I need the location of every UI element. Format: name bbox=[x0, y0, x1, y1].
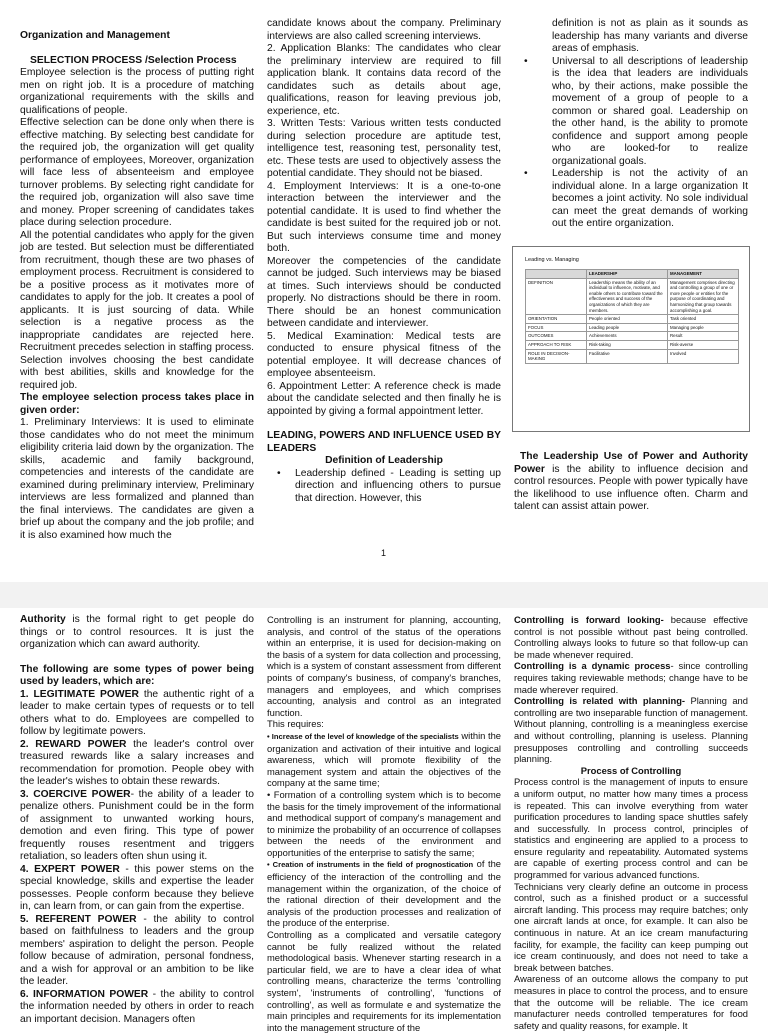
paragraph: Awareness of an outcome allows the company to put measures in place to control the process, and to ensure that the outcome will be reliable. The ice cream manufacturer needs controlled temperatures for food safety and quality reasons, for example. It bbox=[514, 973, 748, 1031]
table-row bbox=[526, 332, 739, 341]
process-heading: Process of Controlling bbox=[580, 764, 682, 776]
paragraph: definition is not as plain as it sounds as leadership has many variants and diverse areas of emphasis. bbox=[552, 18, 748, 54]
feature-text: because effective control is not possible without past being controlled. Controlling always looks to future so that follow-up can be made whenever required. bbox=[514, 614, 749, 660]
table-header-row bbox=[526, 270, 739, 279]
paragraph: Technicians very clearly define an outcome in process control, such as a finished product or a successful aircraft landing. This process may require batches; only one aircraft lands at once, for example. It can also be continuous in nature. At an ice cream manufacturing facility, for example, the facility can keep pumping out ice cream continuously, and does not need to take a break between batches. bbox=[514, 880, 748, 973]
feature-text: Planning and controlling are two inseparable function of management. Without planning, controlling is a meaningless exercise and without controlling, planning is useless. Planning presupposes controlling and controlling succeeds planning. bbox=[514, 695, 748, 765]
requires-label: This requires: bbox=[267, 718, 324, 730]
feature-text: - since controlling requires taking reviewable methods; change have to be made wherever required. bbox=[514, 660, 749, 695]
feature-title: Controlling is related with planning- bbox=[514, 695, 686, 707]
requirement-text: of the efficiency of the interaction of the controlling and the management within the organization, of the choice of the rational direction of their development and the analysis of the production processes and realization of the produce of the enterprise. bbox=[267, 858, 501, 929]
paragraph: Process control is the management of inputs to ensure a uniform output, no matter how many times a process is repeated. This can involve everything from water purification procedures to landing space shuttles safely and successfully. In process control, principles of statistics and engineering are applied to a process to ensure regularity and repeatability. Automated systems are capable of exerting process control and can be programmed for various advanced functions. bbox=[514, 776, 748, 881]
page-separator bbox=[0, 582, 768, 608]
table-cell: Risk-averse bbox=[668, 340, 739, 349]
table-cell: People oriented bbox=[587, 315, 668, 324]
table-row bbox=[526, 340, 739, 349]
power-type-title: 6. INFORMATION POWER bbox=[20, 988, 149, 1000]
table-cell: Task oriented bbox=[668, 315, 739, 324]
table-cell: Leading people bbox=[587, 323, 668, 332]
page1-column-1 bbox=[20, 30, 254, 542]
power-type-title: 4. EXPERT POWER bbox=[20, 863, 120, 875]
page2-column-1 bbox=[20, 614, 254, 1026]
page2-column-2 bbox=[267, 614, 501, 1033]
table-cell: Involved bbox=[668, 349, 739, 363]
power-type-text: - this power stems on the special knowledge, skills and expertise the leader possesses. People conform because they believe in, can learn from, or can gain from the expertise. bbox=[20, 863, 254, 912]
leading-vs-managing-table bbox=[512, 246, 750, 432]
bullet-item: • Universal to all descriptions of leadership is the idea that leaders are individuals who, by their actions, make possible the movement of a group of people to a common or shared goal. Leadership on the other hand, is the ability to promote confidence and support among people who are looked-for to realize organizational goals. bbox=[514, 56, 748, 169]
power-type-text: - the ability to control the information needed by others in order to reach an important decision. Managers often bbox=[20, 988, 254, 1025]
power-type-title: 3. COERCIVE POWER bbox=[20, 788, 131, 800]
page1-column-3 bbox=[514, 18, 748, 231]
bullet-item: • Leadership is not the activity of an individual alone. In a large organization It becomes a joint activity. No sole individual can meet the great demands of working out the entire organization. bbox=[514, 168, 748, 231]
table-cell: Risk-taking bbox=[587, 340, 668, 349]
paragraph: 3. Written Tests: Various written tests conducted during selection procedure are aptitude test, intelligence test, reasoning test, personality test, etc. These tests are used to objectively assess the potential candidate. They should not be biased. bbox=[267, 118, 501, 179]
requirement-title: • Creation of instruments in the field of prognostication bbox=[267, 860, 474, 870]
feature-title: Controlling is forward looking- bbox=[514, 614, 664, 625]
table-cell: APPROACH TO RISK bbox=[526, 340, 587, 349]
table-cell: Managing people bbox=[668, 323, 739, 332]
table-header-cell: MANAGEMENT bbox=[668, 270, 739, 279]
table-cell: Achievements bbox=[587, 332, 668, 341]
requirement-title: • Increase of the level of knowledge of the specialists bbox=[267, 731, 459, 741]
table-title: Leading vs. Managing bbox=[525, 257, 579, 263]
power-type-text: the leader's control over treasured rewards like a salary increases and recommendation for promotion. People obey with the leader's wishes to obtain these rewards. bbox=[20, 738, 254, 787]
power-type-title: 5. REFERENT POWER bbox=[20, 913, 137, 925]
bullet-item: • Leadership defined - Leading is setting up direction and influencing others to pursue that direction. However, this bbox=[267, 468, 501, 506]
authority-text: is the formal right to get people do things or to control resources. It is just the organization which can award authority. bbox=[20, 614, 254, 650]
paragraph: Effective selection can be done only when there is effective matching. By selecting best candidate for the required job, the organization will get quality performance of employees, Moreover, organization will face less of absenteeism and employee turnover problems. By selecting right candidate for the required job, organization will also save time and money. Proper screening of candidates takes place during selection procedure. bbox=[20, 117, 254, 228]
table-cell: ORIENTATION bbox=[526, 315, 587, 324]
steps-heading: The employee selection process takes place in given order: bbox=[20, 392, 254, 416]
paragraph: Employee selection is the process of putting right men on right job. It is a procedure of matching organizational requirements with the skills and qualifications of people. bbox=[20, 67, 254, 116]
table-cell: FOCUS bbox=[526, 323, 587, 332]
requirement-text: • Formation of a controlling system which is to become the basis for the timely improvement of the informational and methodical support of company's management and to minimize the probability of an occurrence of collapses between the needs of the environment and opportunities of the enterprise to satisfy the same; bbox=[267, 788, 501, 858]
page1-column-2 bbox=[267, 18, 501, 505]
paragraph: 4. Employment Interviews: It is a one-to-one interaction between the interviewer and the potential candidate. It is used to find whether the candidate is best suited for the required job or not. But such interviews consume time and money both. bbox=[267, 180, 501, 254]
spacer bbox=[267, 418, 501, 430]
paragraph: 1. Preliminary Interviews: It is used to eliminate those candidates who do not meet the minimum eligibility criteria laid down by the organization. The skills, academic and family background, competencies and interests of the candidate are examined during preliminary interview, Preliminary interviews are less formalized and planned than the final interviews. The candidates are given a brief up about the company and the job profile; and it is also examined how much the bbox=[20, 417, 254, 541]
requirement-text: within the organization and activation of their intuitive and logical awareness, which will promote flexibility of the management system and attain the objectives of the company at the same time; bbox=[267, 729, 502, 789]
spacer bbox=[20, 652, 254, 664]
page-number: 1 bbox=[381, 548, 387, 558]
table-cell: ROLE IN DECISION-MAKING bbox=[526, 349, 587, 363]
paragraph: candidate knows about the company. Preliminary interviews are also called screening interviews. bbox=[267, 18, 501, 42]
table-row bbox=[526, 278, 739, 315]
spacer bbox=[20, 43, 254, 55]
table-cell: DEFINITION bbox=[526, 278, 587, 315]
table-cell: Leadership means the ability of an individual to influence, motivate, and enable others to contribute toward the effectiveness and success of the organizations of which they are members. bbox=[587, 278, 668, 315]
table-row bbox=[526, 315, 739, 324]
table-cell: Facilitative bbox=[587, 349, 668, 363]
leading-heading: LEADING, POWERS AND INFLUENCE USED BY LEADERS bbox=[267, 430, 501, 454]
power-type-title: 2. REWARD POWER bbox=[20, 738, 127, 750]
document-heading: Organization and Management bbox=[20, 30, 170, 41]
paragraph: Controlling as a complicated and versatile category cannot be fully realized without the related methodological basis. Whenever starting research in a particular field, we are to have a clear idea of what controlling means, characterize the terms 'controlling system', 'instruments of controlling', 'functions of controlling', as well as formulate e and systematize the main principles and requirements for its implementation into the management structure of the bbox=[267, 929, 501, 1033]
power-text: is the ability to influence decision and control resources. People with power typically have the likelihood to use influence often. Charm and talent can assist attain power. bbox=[514, 463, 748, 512]
power-bold-lead: The Leadership Use of Power and Authority Power bbox=[514, 451, 748, 475]
paragraph: 6. Appointment Letter: A reference check is made about the candidate selected and then finally he is appointed by giving a formal appointment letter. bbox=[267, 380, 501, 417]
comparison-table bbox=[525, 269, 739, 364]
table-cell: OUTCOMES bbox=[526, 332, 587, 341]
table-header-cell bbox=[526, 270, 587, 279]
authority-bold: Authority bbox=[20, 614, 66, 625]
page2-column-3 bbox=[514, 614, 748, 1031]
table-header-cell: LEADERSHIP bbox=[587, 270, 668, 279]
table-row bbox=[526, 323, 739, 332]
paragraph: Moreover the competencies of the candidate cannot be judged. Such interviews may be biased at times. Such interviews should be conducted properly. No distractions should be there in room. There should be an honest communication between candidate and interviewer. bbox=[267, 255, 501, 329]
paragraph: 2. Application Blanks: The candidates who clear the preliminary interview are required to fill application blank. It contains data record of the candidates such as details about age, qualifications, reason for leaving previous job, experience, etc. bbox=[267, 43, 501, 117]
table-row bbox=[526, 349, 739, 363]
paragraph: 5. Medical Examination: Medical tests are conducted to ensure physical fitness of the potential employee. It will decrease chances of employee absenteeism. bbox=[267, 330, 501, 379]
feature-title: Controlling is a dynamic process bbox=[514, 660, 671, 672]
power-type-title: 1. LEGITIMATE POWER bbox=[20, 688, 139, 700]
power-type-text: - the ability to control based on faithfulness to leaders and the group members' aspiration to delight the person. People follow because of admiration, personal fondness, and a wish for approval or an ambition to be like the leader. bbox=[20, 913, 254, 987]
power-paragraph bbox=[514, 451, 748, 514]
paragraph: Controlling is an instrument for planning, accounting, analysis, and control of the status of the operations within an enterprise, it is used for decision-making on the basis of a system for data collection and processing, which is a system of constant assessment from different points of company's business, of company's branches, managers and employees, and which comprises accounting, analysis and control as an integrated function. bbox=[267, 614, 501, 718]
power-type-text: the authentic right of a leader to make certain types of requests or to tell others what to do. Employees are compelled to follow by legitimate powers. bbox=[20, 688, 254, 737]
paragraph: All the potential candidates who apply for the given job are tested. But selection must be differentiated from recruitment, though these are two phases of employment process. Recruitment is considered to be a positive process as it motivates more of candidates to apply for the job. It creates a pool of applicants. It is just sourcing of data. While selection is a negative process as the inappropriate candidates are rejected here. Recruitment precedes selection in staffing process. Selection involves choosing the best candidate with best abilities, skills and knowledge for the required job. bbox=[20, 229, 254, 391]
selection-process-title: SELECTION PROCESS /Selection Process bbox=[30, 54, 237, 66]
power-types-heading: The following are some types of power being used by leaders, which are: bbox=[20, 663, 254, 687]
power-type-text: - the ability of a leader to penalize others. Punishment could be in the form of assignment to unwanted working hours, demotion and even firing. This type of power frequently rouses resentment and triggers retaliation, so leaders often shun using it. bbox=[20, 788, 254, 862]
table-cell: Management comprises directing and controlling a group of one or more people or entities for the purpose of coordinating and harmonizing that group towards accomplishing a goal. bbox=[668, 278, 739, 315]
table-cell: Result bbox=[668, 332, 739, 341]
definition-heading: Definition of Leadership bbox=[325, 455, 443, 466]
